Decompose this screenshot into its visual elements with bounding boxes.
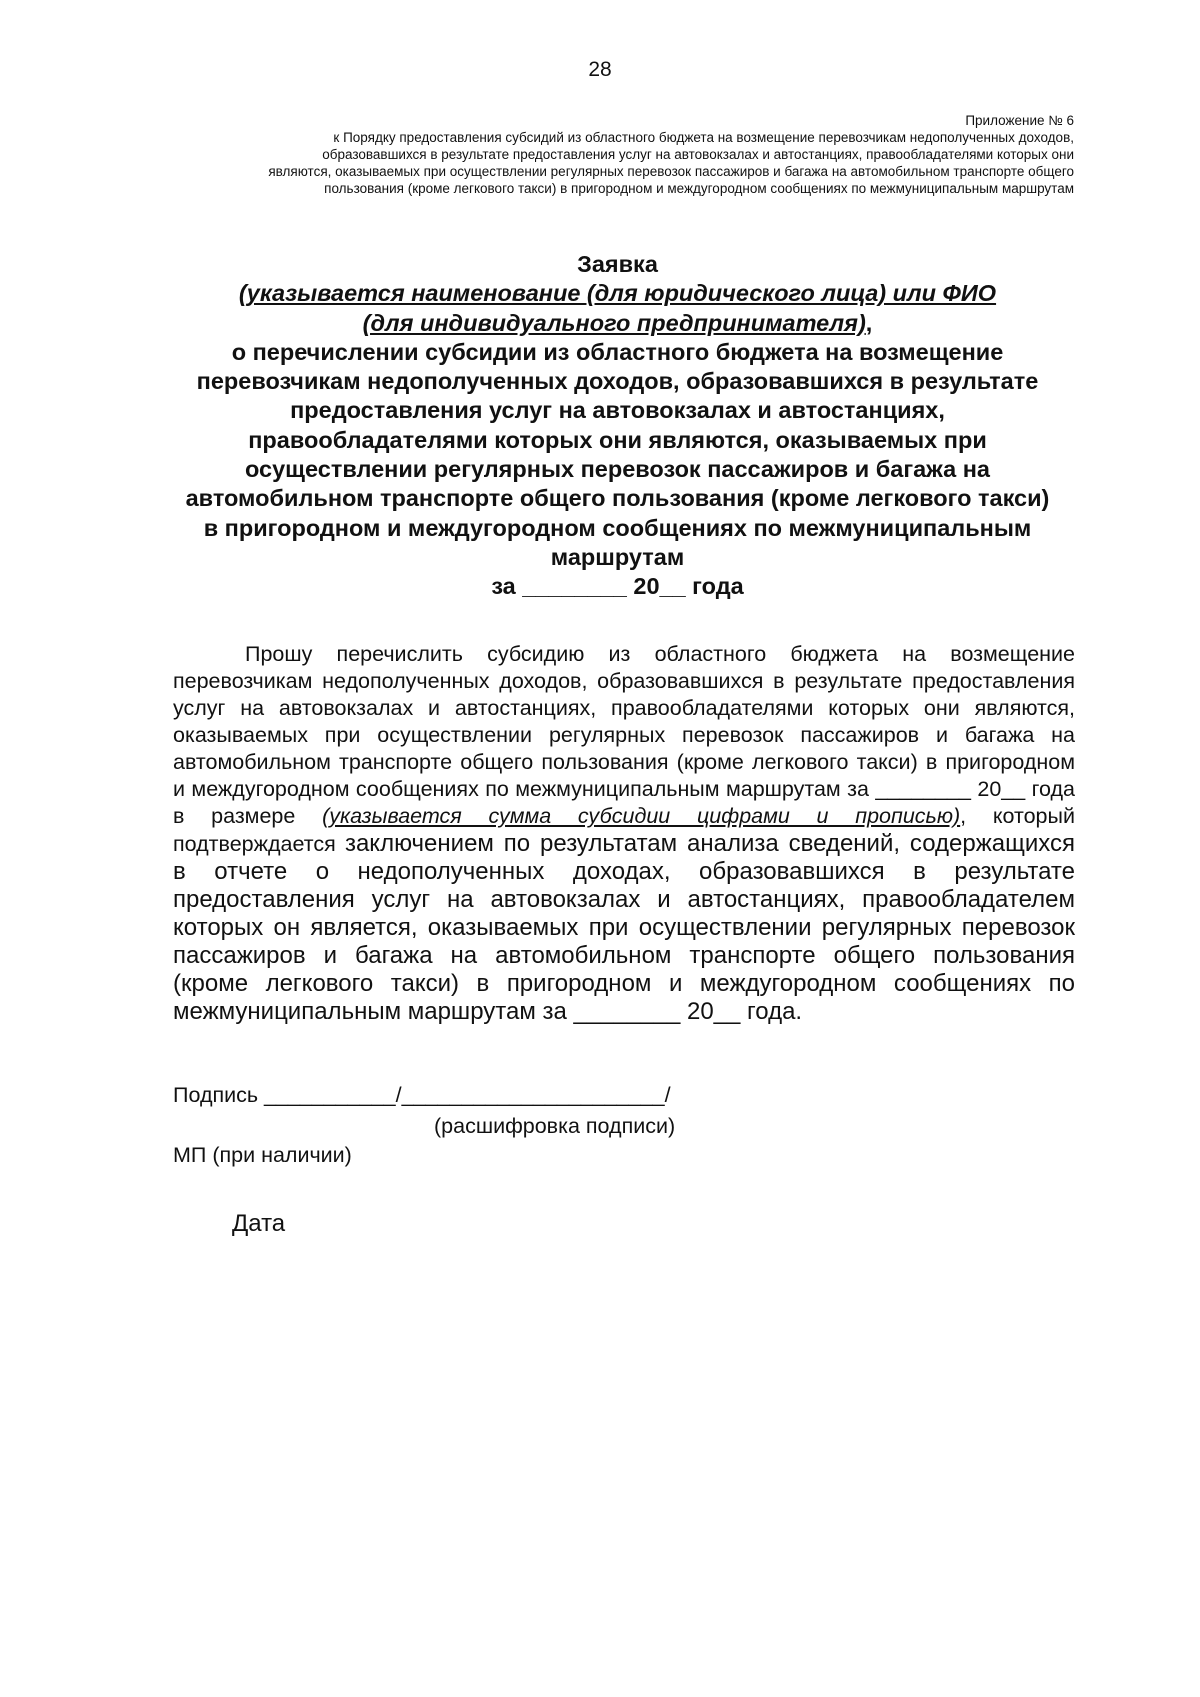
signature-line: Подпись ___________/______________________/ — [173, 1083, 671, 1107]
heading-line: перевозчикам недополученных доходов, образовавшихся в результате — [196, 368, 1039, 395]
heading-line: о перечислении субсидии из областного бюджета на возмещение — [231, 338, 1004, 365]
annex-line: к Порядку предоставления субсидий из областного бюджета на возмещение перевозчикам недополученных доходов, — [333, 130, 1074, 145]
request-paragraph — [173, 641, 1075, 1026]
heading-placeholder-name: (указывается наименование (для юридического лица) или ФИО — [238, 280, 997, 307]
heading-line: осуществлении регулярных перевозок пассажиров и багажа на — [244, 456, 990, 483]
heading-comma: , — [865, 309, 873, 336]
heading-placeholder-entrepreneur — [160, 309, 1075, 338]
heading-line: автомобильном транспорте общего пользования (кроме легкового такси) — [185, 485, 1050, 512]
annex-title: Приложение № 6 — [965, 113, 1074, 128]
heading-period-line: за ________ 20__ года — [491, 573, 744, 600]
heading-line: маршрутам — [550, 543, 685, 570]
annex-line: являются, оказываемых при осуществлении регулярных перевозок пассажиров и багажа на автомобильном транспорте общего — [268, 164, 1074, 179]
heading-title: Заявка — [577, 251, 658, 277]
request-text-part3: заключением по результатам анализа сведений, содержащихся в отчете о недополученных доходах, образовавшихся в результате предоставления услуг на автовокзалах и автостанциях, правообладателем которых он является, оказываемых при осуществлении регулярных перевозок пассажиров и багажа на автомобильном транспорте общего пользования (кроме легкового такси) в пригородном и междугородном сообщениях по межмуниципальным маршрутам за ________ 20__ года. — [173, 830, 1075, 1025]
request-text-part2: , который подтверждается — [173, 804, 1075, 856]
subsidy-amount-placeholder: (указывается сумма субсидии цифрами и прописью) — [322, 804, 961, 828]
heading-placeholder-entrepreneur-text: (для индивидуального предпринимателя) — [362, 309, 866, 336]
annex-line: пользования (кроме легкового такси) в пригородном и междугородном сообщениях по межмуниципальным маршрутам — [324, 181, 1074, 196]
application-heading — [160, 250, 1075, 602]
signature-decoding-hint: (расшифровка подписи) — [434, 1114, 676, 1138]
annex-reference — [168, 112, 1074, 197]
request-text-part1: Прошу перечислить субсидию из областного бюджета на возмещение перевозчикам недополученных доходов, образовавшихся в результате предоставления услуг на автовокзалах и автостанциях, правообладателями которых они являются, оказываемых при осуществлении регулярных перевозок пассажиров и багажа на автомобильном транспорте общего пользования (кроме легкового такси) в пригородном и междугородном сообщениях по межмуниципальным маршрутам за ________ 20__ года в размере — [173, 642, 1075, 828]
heading-line: в пригородном и междугородном сообщениях по межмуниципальным — [203, 514, 1032, 541]
page-number: 28 — [588, 58, 612, 81]
heading-line: правообладателями которых они являются, оказываемых при — [248, 426, 987, 453]
date-label: Дата — [232, 1210, 286, 1237]
annex-line: образовавшихся в результате предоставления услуг на автовокзалах и автостанциях, правообладателями которых они — [322, 147, 1074, 162]
heading-line: предоставления услуг на автовокзалах и автостанциях, — [290, 397, 945, 424]
seal-placeholder: МП (при наличии) — [173, 1143, 352, 1167]
